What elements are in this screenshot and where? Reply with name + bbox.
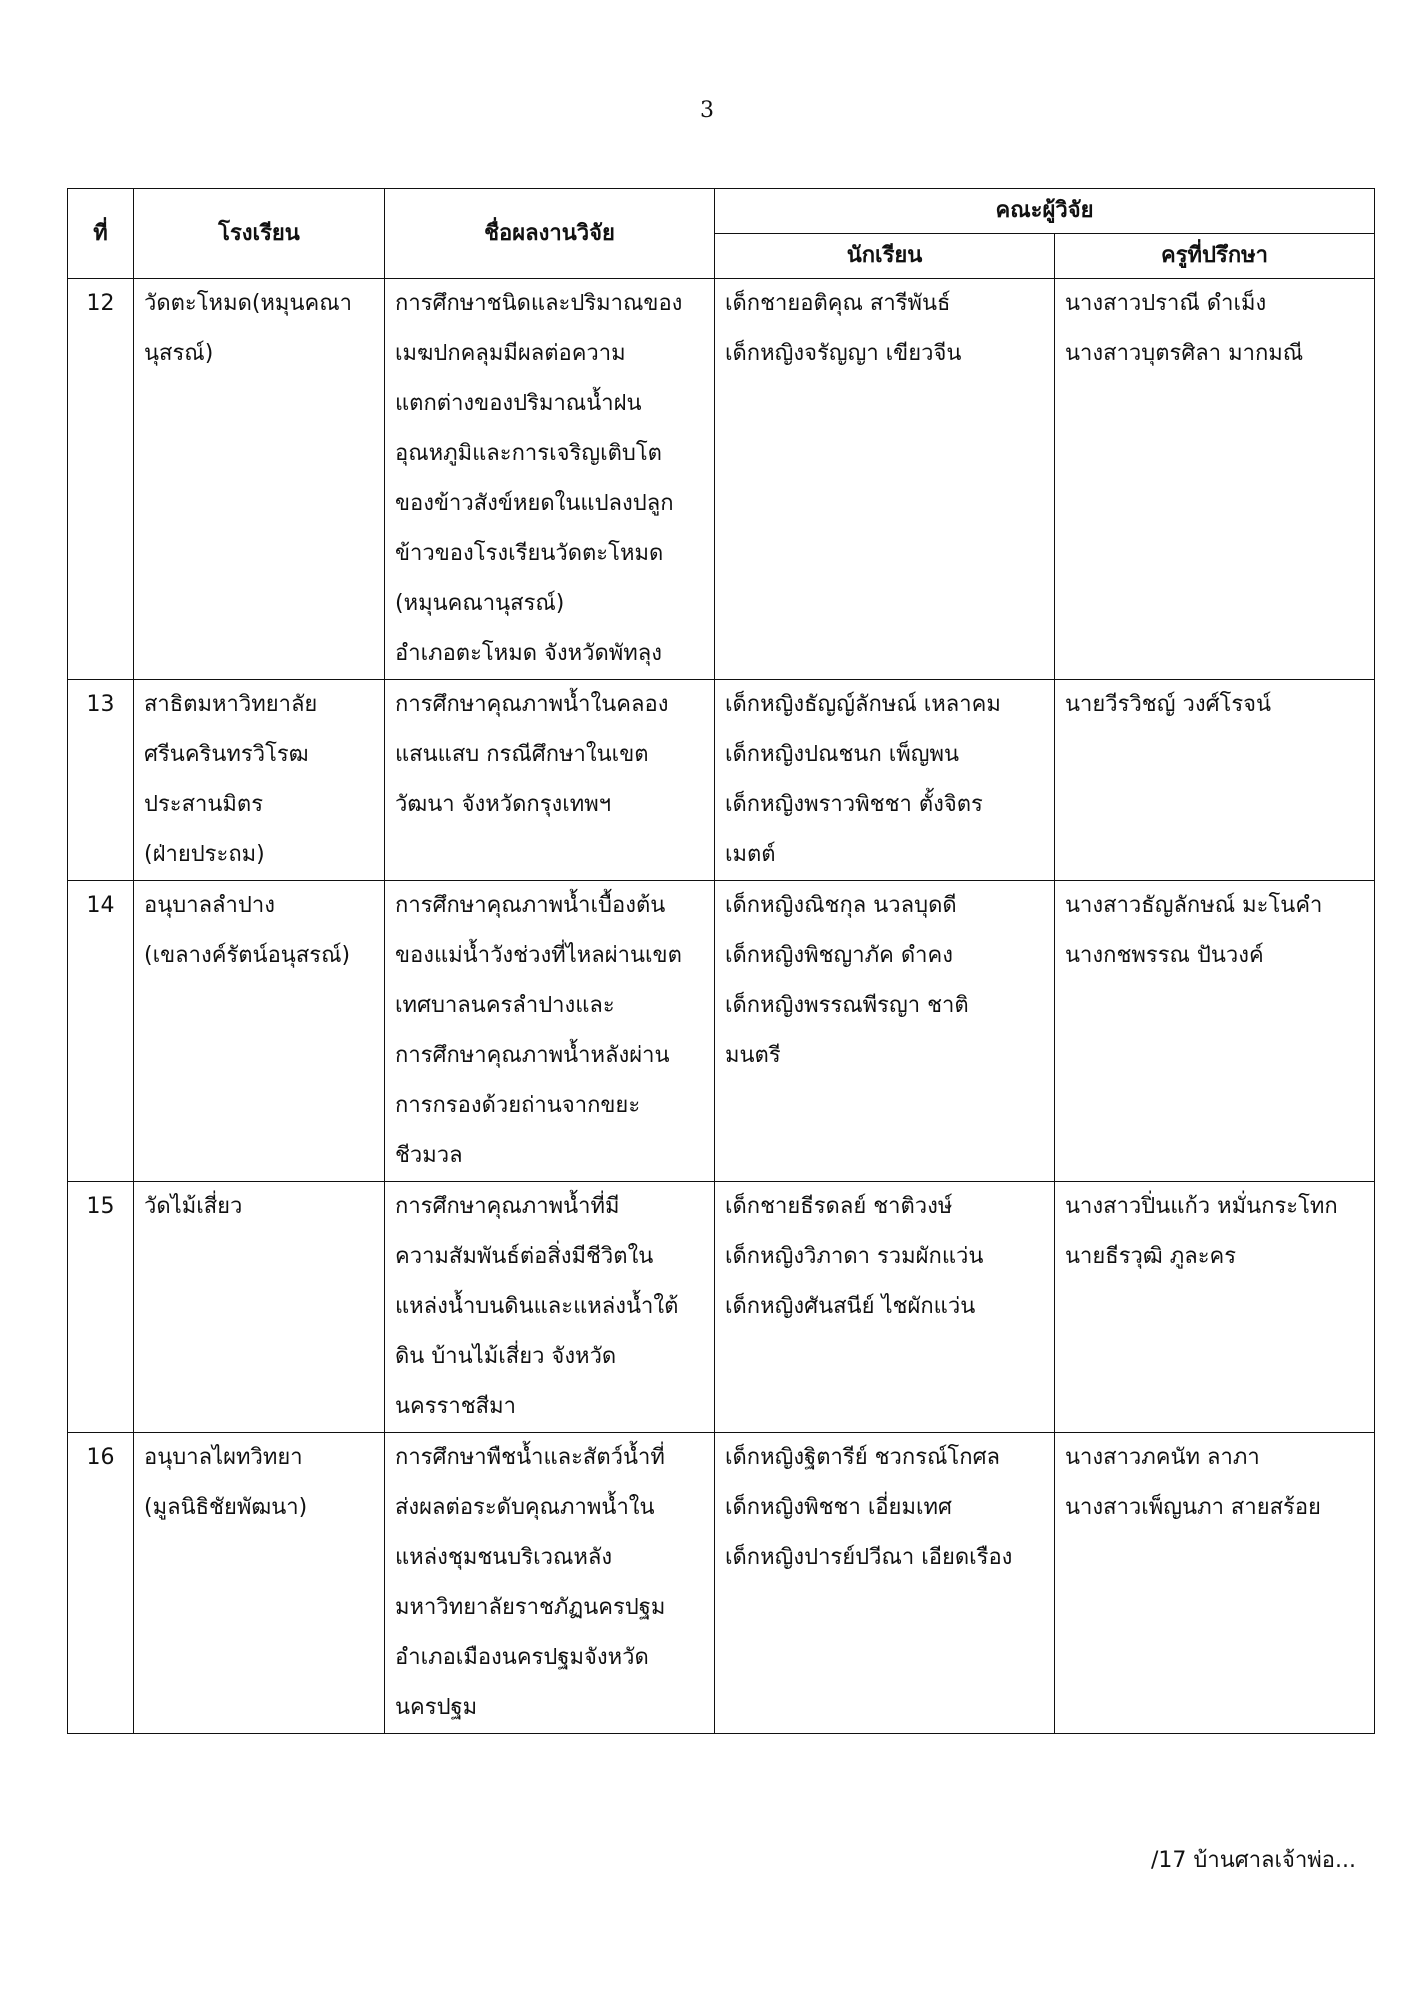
cell-title [385, 1182, 715, 1433]
school-line: วัดตะโหมด(หมุนคณา [144, 291, 352, 316]
cell-school [134, 680, 385, 881]
table-row [68, 1433, 1375, 1734]
school-line: ประสานมิตร [144, 792, 264, 817]
title-line: ส่งผลต่อระดับคุณภาพน้ำใน [395, 1495, 655, 1520]
header-team: คณะผู้วิจัย [715, 189, 1375, 234]
students-line: เด็กหญิงจรัญญา เขียวจีน [725, 341, 962, 366]
cell-students [715, 1182, 1055, 1433]
students-line: เด็กหญิงพรรณพีรญา ชาติ [725, 993, 969, 1018]
cell-advisors [1055, 680, 1375, 881]
row-number: 16 [68, 1433, 134, 1734]
title-line: นครราชสีมา [395, 1394, 516, 1419]
cell-school [134, 1433, 385, 1734]
footer-note: /17 บ้านศาลเจ้าพ่อ... [1150, 1848, 1356, 1873]
research-table [67, 188, 1375, 1734]
header-no: ที่ [68, 189, 134, 279]
cell-title [385, 680, 715, 881]
school-line: นุสรณ์) [144, 341, 214, 366]
students-line: เด็กหญิงปารย์ปวีณา เอียดเรือง [725, 1545, 1013, 1570]
cell-title [385, 881, 715, 1182]
students-line: เด็กหญิงศันสนีย์ ไชผักแว่น [725, 1294, 976, 1319]
title-line: แสนแสบ กรณีศึกษาในเขต [395, 742, 649, 767]
cell-school [134, 279, 385, 680]
title-line: อำเภอตะโหมด จังหวัดพัทลุง [395, 641, 663, 666]
school-line: ศรีนครินทรวิโรฒ [144, 742, 309, 767]
advisors-line: นางสาวปราณี ดำเม็ง [1065, 291, 1267, 316]
title-line: แหล่งน้ำบนดินและแหล่งน้ำใต้ [395, 1294, 679, 1319]
cell-students [715, 680, 1055, 881]
cell-advisors [1055, 279, 1375, 680]
school-line: สาธิตมหาวิทยาลัย [144, 692, 318, 717]
title-line: การศึกษาชนิดและปริมาณของ [395, 291, 683, 316]
title-line: ความสัมพันธ์ต่อสิ่งมีชีวิตใน [395, 1244, 654, 1269]
advisors-line: นางสาวภคนัท ลาภา [1065, 1445, 1260, 1470]
title-line: อำเภอเมืองนครปฐมจังหวัด [395, 1645, 649, 1670]
students-line: เด็กหญิงปณชนก เพ็ญพน [725, 742, 960, 767]
title-line: มหาวิทยาลัยราชภัฏนครปฐม [395, 1595, 666, 1620]
students-line: เด็กหญิงพิชญาภัค ดำคง [725, 943, 953, 968]
title-line: การศึกษาพืชน้ำและสัตว์น้ำที่ [395, 1445, 665, 1470]
students-line: เด็กชายธีรดลย์ ชาติวงษ์ [725, 1194, 953, 1219]
advisors-line: นางกชพรรณ ปันวงค์ [1065, 943, 1264, 968]
table-row [68, 279, 1375, 680]
row-number: 14 [68, 881, 134, 1182]
advisors-line: นางสาวธัญลักษณ์ มะโนคำ [1065, 893, 1323, 918]
students-line: เด็กหญิงพราวพิชชา ตั้งจิตร [725, 792, 983, 817]
students-line: เด็กหญิงณิชกุล นวลบุดดี [725, 893, 957, 918]
cell-school [134, 881, 385, 1182]
page-number: 3 [700, 98, 714, 123]
header-students: นักเรียน [715, 234, 1055, 279]
row-number: 13 [68, 680, 134, 881]
students-line: เด็กหญิงพิชชา เอี่ยมเทศ [725, 1495, 952, 1520]
school-line: อนุบาลลำปาง [144, 893, 275, 918]
cell-title [385, 279, 715, 680]
students-line: เมตต์ [725, 842, 776, 867]
title-line: อุณหภูมิและการเจริญเติบโต [395, 441, 662, 466]
advisors-line: นางสาวปิ่นแก้ว หมั่นกระโทก [1065, 1194, 1338, 1219]
school-line: วัดไม้เสี่ยว [144, 1194, 243, 1219]
cell-school [134, 1182, 385, 1433]
row-number: 15 [68, 1182, 134, 1433]
header-school: โรงเรียน [134, 189, 385, 279]
cell-advisors [1055, 1182, 1375, 1433]
title-line: เมฆปกคลุมมีผลต่อความ [395, 341, 626, 366]
table-row [68, 881, 1375, 1182]
title-line: (หมุนคณานุสรณ์) [395, 591, 565, 616]
students-line: เด็กหญิงวิภาดา รวมผักแว่น [725, 1244, 984, 1269]
advisors-line: นางสาวบุตรศิลา มากมณี [1065, 341, 1304, 366]
title-line: เทศบาลนครลำปางและ [395, 993, 615, 1018]
advisors-line: นางสาวเพ็ญนภา สายสร้อย [1065, 1495, 1321, 1520]
table-row [68, 1182, 1375, 1433]
title-line: การศึกษาคุณภาพน้ำในคลอง [395, 692, 669, 717]
school-line: (มูลนิธิชัยพัฒนา) [144, 1495, 308, 1520]
school-line: อนุบาลไผทวิทยา [144, 1445, 303, 1470]
title-line: การศึกษาคุณภาพน้ำหลังผ่าน [395, 1043, 670, 1068]
title-line: ชีวมวล [395, 1143, 463, 1168]
cell-students [715, 279, 1055, 680]
title-line: ของข้าวสังข์หยดในแปลงปลูก [395, 491, 674, 516]
header-title: ชื่อผลงานวิจัย [385, 189, 715, 279]
title-line: นครปฐม [395, 1695, 478, 1720]
students-line: เด็กหญิงฐิตารีย์ ชวกรณ์โกศล [725, 1445, 1001, 1470]
cell-advisors [1055, 881, 1375, 1182]
title-line: การศึกษาคุณภาพน้ำที่มี [395, 1194, 620, 1219]
title-line: การศึกษาคุณภาพน้ำเบื้องต้น [395, 893, 666, 918]
cell-students [715, 881, 1055, 1182]
title-line: ดิน บ้านไม้เสี่ยว จังหวัด [395, 1344, 617, 1369]
title-line: แตกต่างของปริมาณน้ำฝน [395, 391, 642, 416]
cell-advisors [1055, 1433, 1375, 1734]
students-line: เด็กชายอติคุณ สารีพันธ์ [725, 291, 951, 316]
title-line: แหล่งชุมชนบริเวณหลัง [395, 1545, 613, 1570]
cell-title [385, 1433, 715, 1734]
school-line: (เขลางค์รัตน์อนุสรณ์) [144, 943, 351, 968]
cell-students [715, 1433, 1055, 1734]
advisors-line: นายวีรวิชญ์ วงศ์โรจน์ [1065, 692, 1272, 717]
students-line: เด็กหญิงธัญญ์ลักษณ์ เหลาคม [725, 692, 1001, 717]
row-number: 12 [68, 279, 134, 680]
table-body [68, 279, 1375, 1734]
table-row [68, 680, 1375, 881]
advisors-line: นายธีรวุฒิ ภูละคร [1065, 1244, 1237, 1269]
school-line: (ฝ่ายประถม) [144, 842, 265, 867]
title-line: วัฒนา จังหวัดกรุงเทพฯ [395, 792, 612, 817]
header-advisors: ครูที่ปรึกษา [1055, 234, 1375, 279]
title-line: ข้าวของโรงเรียนวัดตะโหมด [395, 541, 664, 566]
title-line: การกรองด้วยถ่านจากขยะ [395, 1093, 641, 1118]
title-line: ของแม่น้ำวังช่วงที่ไหลผ่านเขต [395, 943, 682, 968]
students-line: มนตรี [725, 1043, 781, 1068]
